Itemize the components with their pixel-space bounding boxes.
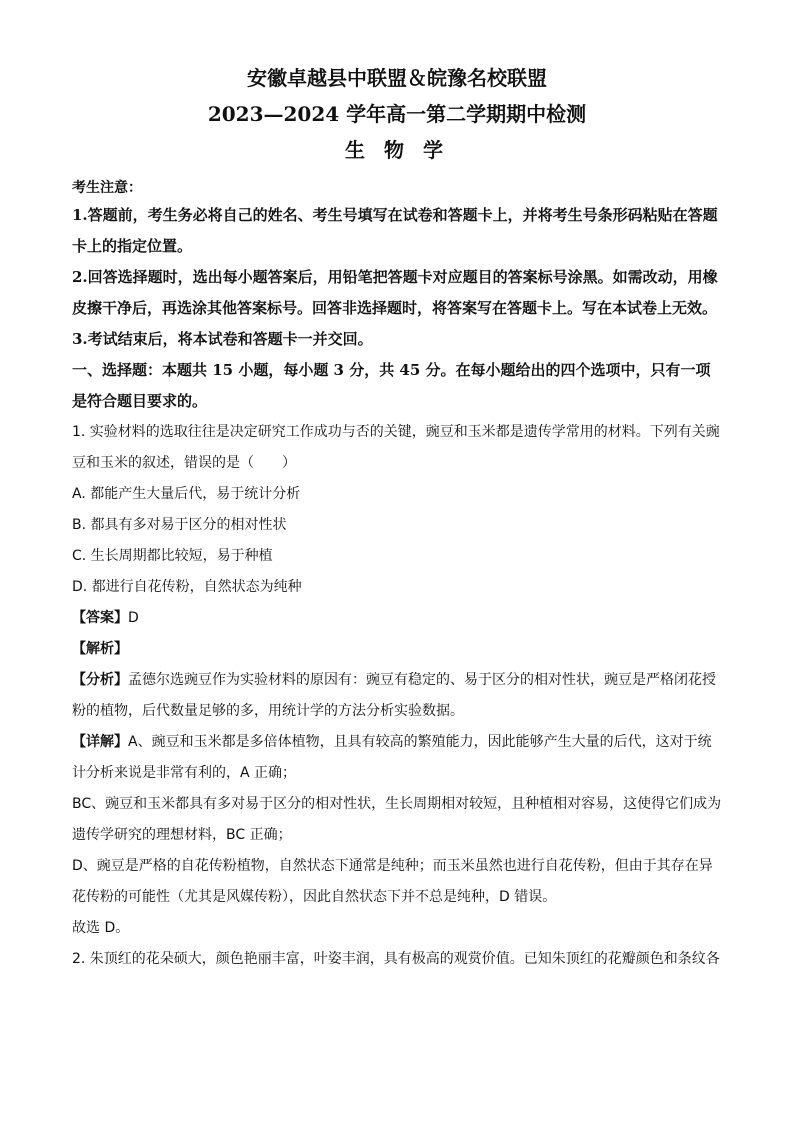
question-1-xiangjie-bc: BC、豌豆和玉米都具有多对易于区分的相对性状，生长周期相对较短，且种植相对容易，这使得它们成为遗传学研究的理想材料，BC 正确；	[72, 796, 722, 843]
question-2	[72, 944, 722, 975]
section-1-intro: 一、选择题：本题共 15 小题，每小题 3 分，共 45 分。在每小题给出的四个选项中，只有一项是符合题目要求的。	[72, 361, 711, 410]
notice-heading: 考生注意：	[72, 180, 142, 196]
notice-list	[72, 200, 722, 355]
question-1-option-c: C. 生长周期都比较短，易于种植	[72, 548, 273, 564]
exam-title-term: 2023—2024 学年高一第二学期期中检测	[207, 102, 587, 126]
fenxi-tag: 【分析】	[72, 672, 128, 688]
analysis-tag: 【解析】	[72, 641, 128, 657]
xiangjie-a-text: A、豌豆和玉米都是多倍体植物，且具有较高的繁殖能力，因此能够产生大量的后代，这对于统计分析来说是非常有利的，A 正确；	[72, 734, 712, 781]
question-1-stem: 1. 实验材料的选取往往是决定研究工作成功与否的关键，豌豆和玉米都是遗传学常用的材料。下列有关豌豆和玉米的叙述，错误的是（ ）	[72, 424, 720, 471]
xiangjie-tag: 【详解】	[72, 734, 128, 750]
answer-value: D	[128, 610, 139, 626]
question-1	[72, 417, 722, 944]
question-1-analysis-heading	[72, 634, 722, 665]
question-1-xiangjie-a	[72, 727, 722, 789]
question-2-stem: 2. 朱顶红的花朵硕大，颜色艳丽丰富，叶姿丰润，具有极高的观赏价值。已知朱顶红的花瓣颜色和条纹各	[72, 951, 720, 967]
notice-item-1: 1.答题前，考生务必将自己的姓名、考生号填写在试卷和答题卡上，并将考生号条形码粘贴在答题卡上的指定位置。	[72, 206, 718, 255]
exam-title-alliance: 安徽卓越县中联盟＆皖豫名校联盟	[247, 66, 547, 90]
answer-tag: 【答案】	[72, 610, 128, 626]
question-1-option-a: A. 都能产生大量后代，易于统计分析	[72, 486, 301, 502]
question-1-option-b: B. 都具有多对易于区分的相对性状	[72, 517, 287, 533]
question-1-conclusion: 故选 D。	[72, 920, 130, 936]
notice-item-3: 3.考试结束后，将本试卷和答题卡一并交回。	[72, 330, 373, 348]
notice-item-2: 2.回答选择题时，选出每小题答案后，用铅笔把答题卡对应题目的答案标号涂黑。如需改动，用橡皮擦干净后，再选涂其他答案标号。回答非选择题时，将答案写在答题卡上。写在本试卷上无效。	[72, 268, 718, 317]
fenxi-text: 孟德尔选豌豆作为实验材料的原因有：豌豆有稳定的、易于区分的相对性状，豌豆是严格闭花授粉的植物，后代数量足够的多，用统计学的方法分析实验数据。	[72, 672, 716, 719]
question-1-xiangjie-d: D、豌豆是严格的自花传粉植物，自然状态下通常是纯种；而玉米虽然也进行自花传粉，但由于其存在异花传粉的可能性（尤其是风媒传粉），因此自然状态下并不总是纯种，D 错误。	[72, 858, 713, 905]
question-1-answer	[72, 603, 722, 634]
exam-title-subject: 生 物 学	[345, 138, 449, 162]
question-1-option-d: D. 都进行自花传粉，自然状态为纯种	[72, 579, 302, 595]
question-1-fenxi	[72, 665, 722, 727]
